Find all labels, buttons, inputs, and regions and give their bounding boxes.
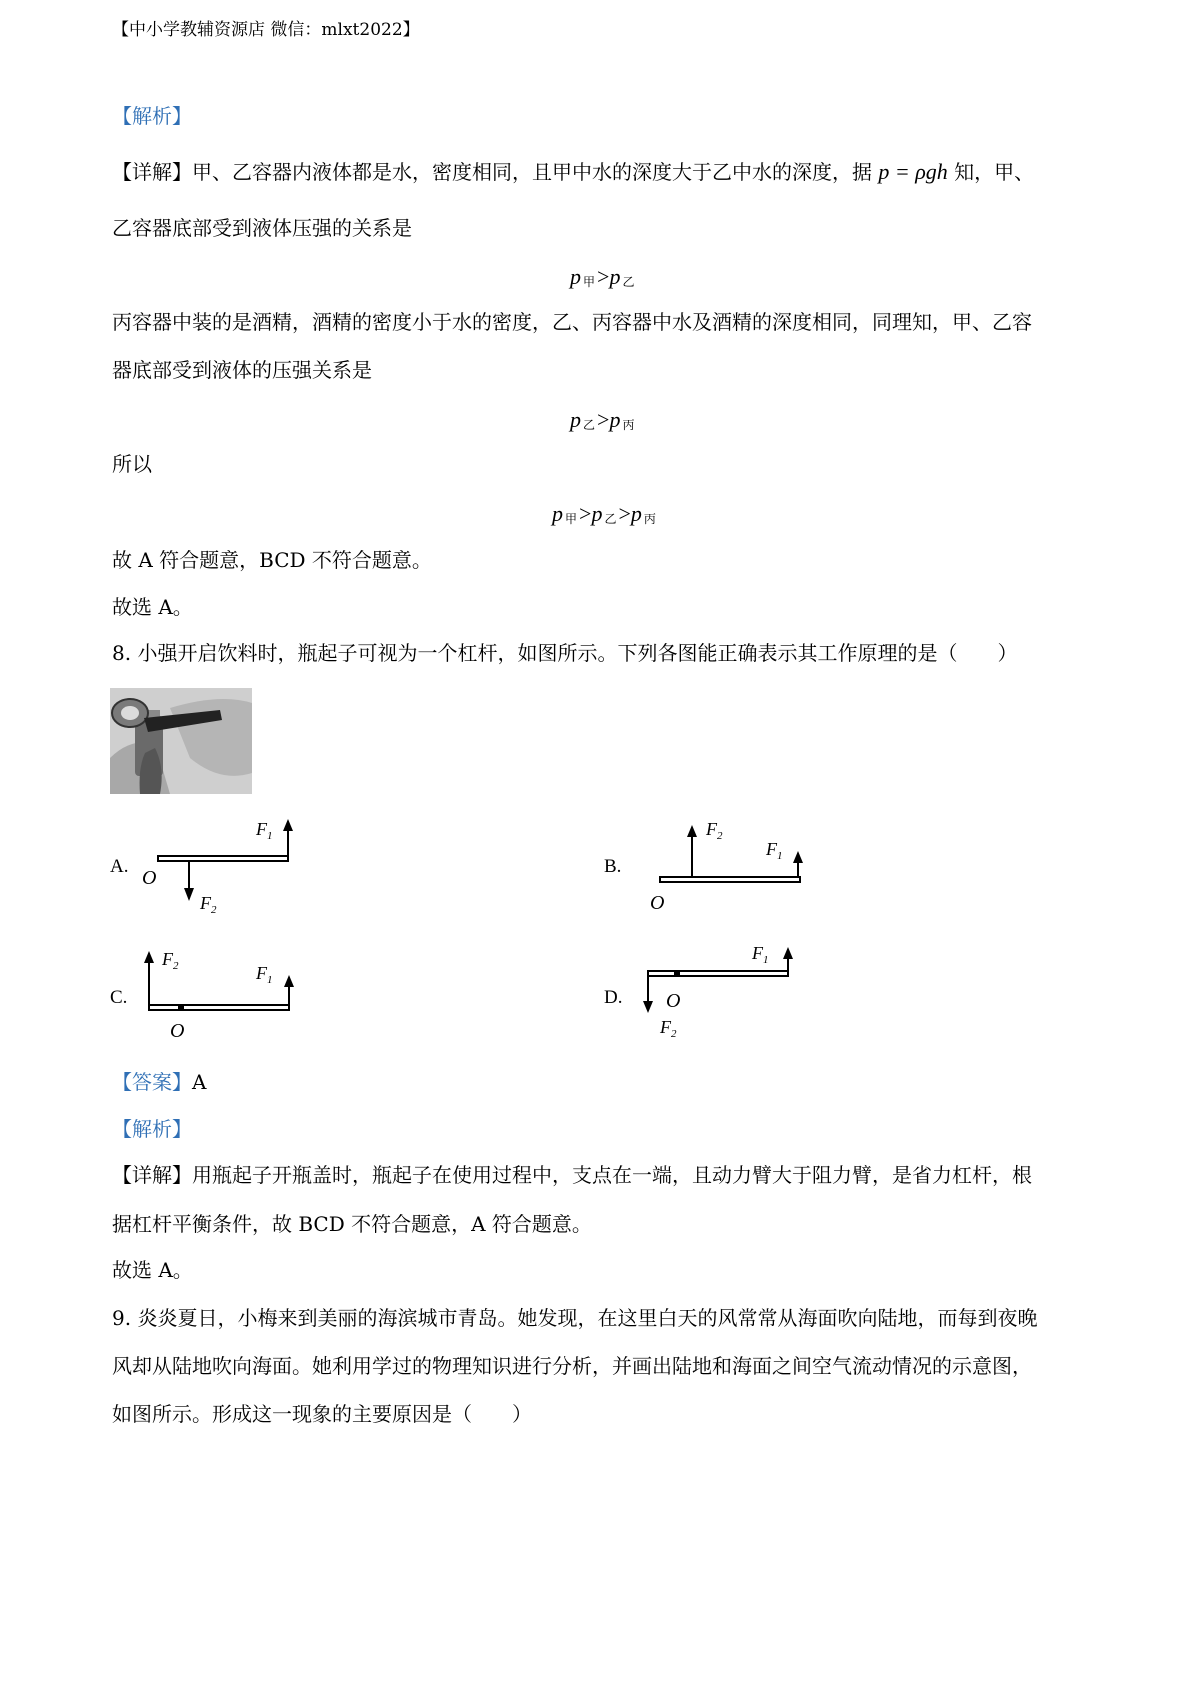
option-b-diagram[interactable] [630,815,810,915]
option-d-fulcrum: O [666,990,681,1012]
detail-2-line-1: 【详解】用瓶起子开瓶盖时，瓶起子在使用过程中，支点在一端，且动力臂大于阻力臂，是省力杠杆，根 [112,1163,1032,1187]
question-9-line-3: 如图所示。形成这一现象的主要原因是（ ） [112,1402,532,1426]
option-a-fulcrum: O [142,867,157,889]
equation-3: p甲>p 乙>p 丙 [552,501,656,526]
equation-2: p乙>p 丙 [570,407,635,432]
option-b-f1: $F_1$ [766,839,783,862]
question-9-line-1: 9. 炎炎夏日，小梅来到美丽的海滨城市青岛。她发现，在这里白天的风常常从海面吹向陆地，而每到夜晚 [112,1306,1038,1330]
option-d-label[interactable]: D. [604,987,623,1008]
option-c-label[interactable]: C. [110,987,128,1008]
detail-text-end: 知，甲、 [954,160,1035,184]
detail-line-3: 丙容器中装的是酒精，酒精的密度小于水的密度，乙、丙容器中水及酒精的深度相同，同理知，甲、乙容 [112,310,1032,334]
option-c-diagram[interactable] [140,945,310,1045]
bottle-opener-photo [110,688,252,794]
page-header: 【中小学教辅资源店 微信：mlxt2022】 [112,20,420,40]
option-d-f2: $F_2$ [660,1017,677,1040]
detail-line-7: 故选 A。 [112,595,193,619]
option-c-fulcrum: O [170,1020,185,1042]
detail-line-1 [112,160,1034,184]
detail-line-5: 所以 [112,452,152,476]
question-9-line-2: 风却从陆地吹向海面。她利用学过的物理知识进行分析，并画出陆地和海面之间空气流动情况的示意图， [112,1354,1032,1378]
option-a-label[interactable]: A. [110,856,129,877]
analysis-tag: 【解析】 [112,104,192,128]
detail-line-4: 器底部受到液体的压强关系是 [112,358,372,382]
option-a-diagram[interactable] [140,815,310,915]
detail-tag: 【详解】 [112,160,192,184]
detail-text: 甲、乙容器内液体都是水，密度相同，且甲中水的深度大于乙中水的深度，据 [192,160,872,184]
option-c-f2: $F_2$ [162,949,179,972]
question-8: 8. 小强开启饮料时，瓶起子可视为一个杠杆，如图所示。下列各图能正确表示其工作原理的是（ ） [112,641,1018,665]
option-b-fulcrum: O [650,892,665,914]
density-formula: p = ρgh [878,159,948,184]
option-c-f1: $F_1$ [256,963,273,986]
answer-value: A [192,1070,207,1094]
option-a-f1: $F_1$ [256,819,273,842]
option-a-f2: $F_2$ [200,893,217,915]
answer-line [112,1070,206,1094]
option-b-f2: $F_2$ [706,819,723,842]
detail-tag-2: 【详解】 [112,1163,192,1187]
detail-line-6: 故 A 符合题意，BCD 不符合题意。 [112,548,432,572]
answer-tag: 【答案】 [112,1070,192,1094]
analysis-tag-2: 【解析】 [112,1117,192,1141]
detail-2-line-2: 据杠杆平衡条件，故 BCD 不符合题意，A 符合题意。 [112,1212,592,1236]
option-d-diagram[interactable] [630,945,810,1045]
detail-line-2: 乙容器底部受到液体压强的关系是 [112,216,412,240]
equation-1: p甲>p 乙 [570,264,635,289]
option-b-label[interactable]: B. [604,856,622,877]
option-d-f1: $F_1$ [752,945,769,966]
detail-2-conclusion: 故选 A。 [112,1258,193,1282]
